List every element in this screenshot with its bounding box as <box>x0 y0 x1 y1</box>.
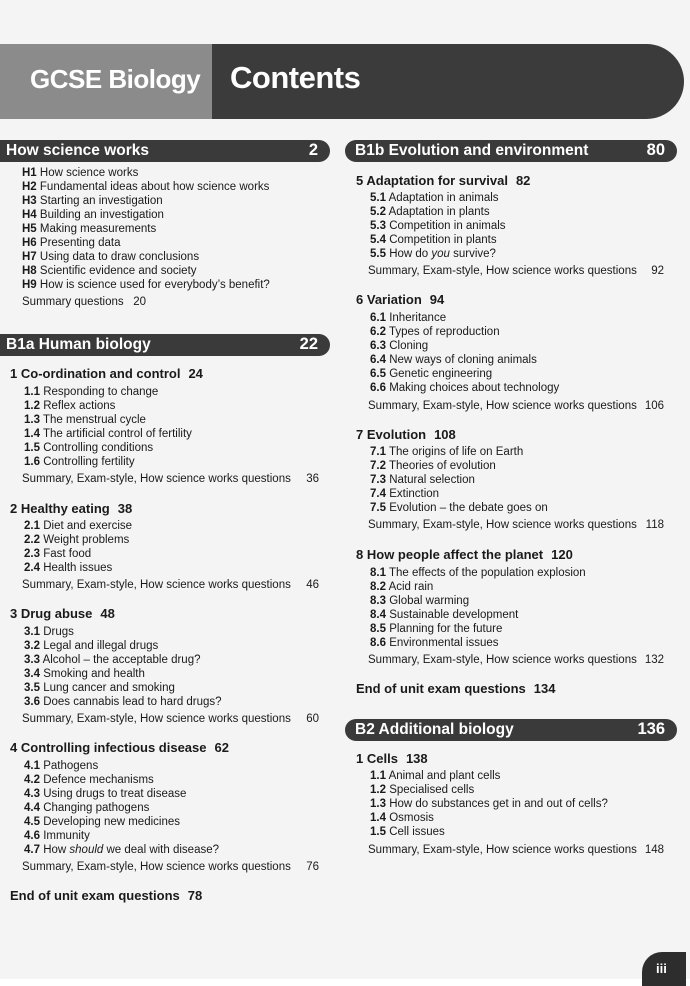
summary-page: 76 <box>306 861 319 873</box>
section-page: 80 <box>646 141 665 159</box>
item-number: 3.6 <box>24 696 40 708</box>
chapter-title: Co-ordination and control <box>20 366 181 381</box>
chapter-item <box>370 381 559 395</box>
item-text: The effects of the population explosion <box>389 567 586 579</box>
chapter-item <box>24 815 180 829</box>
section-bar-b1b <box>345 140 677 162</box>
summary-text: Summary, Exam-style, How science works questions <box>22 473 291 485</box>
chapter-item <box>24 561 112 575</box>
chapter-item <box>24 843 219 857</box>
item-text: Pathogens <box>43 760 99 772</box>
item-number: H7 <box>22 251 37 263</box>
item-text: How science works <box>39 167 139 179</box>
item-number: 5.1 <box>370 192 386 204</box>
chapter-item <box>24 533 129 547</box>
summary-text: Summary, Exam-style, How science works questions <box>368 519 637 531</box>
item-number: 8.6 <box>370 637 386 649</box>
item-number: 7.4 <box>370 488 386 500</box>
chapter-item <box>24 681 175 695</box>
item-number: 3.5 <box>24 682 40 694</box>
end-unit-text: End of unit exam questions <box>356 681 526 696</box>
chapter-summary <box>22 579 319 591</box>
item-text: How do substances get in and out of cells? <box>389 798 608 810</box>
chapter-heading <box>10 501 132 516</box>
chapter-title: Variation <box>366 292 422 307</box>
chapter-item <box>24 773 154 787</box>
chapter-heading <box>10 740 229 755</box>
item-number: 4.5 <box>24 816 40 828</box>
chapter-item <box>24 653 200 667</box>
item-text: Responding to change <box>43 386 159 398</box>
section-bar-how-science-works <box>0 140 330 162</box>
summary-page: 36 <box>306 473 319 485</box>
summary-text: Summary, Exam-style, How science works questions <box>22 713 291 725</box>
section-page: 2 <box>308 141 318 159</box>
chapter-item <box>24 441 153 455</box>
item-number: 8.5 <box>370 623 386 635</box>
item-text: New ways of cloning animals <box>389 354 537 366</box>
chapter-num: 6 <box>356 292 364 307</box>
item-text: Controlling conditions <box>43 442 154 454</box>
item-number: 6.6 <box>370 382 386 394</box>
item-number: 7.1 <box>370 446 386 458</box>
chapter-item <box>24 455 135 469</box>
chapter-summary <box>368 265 664 277</box>
summary-text: Summary, Exam-style, How science works questions <box>368 844 637 856</box>
summary-page: 132 <box>644 654 664 666</box>
chapter-item <box>370 622 502 636</box>
item-number: 1.3 <box>370 798 386 810</box>
item-number: 7.5 <box>370 502 386 514</box>
chapter-item <box>370 191 499 205</box>
chapter-item <box>370 219 506 233</box>
item-number: 5.5 <box>370 248 386 260</box>
item-number: 5.2 <box>370 206 386 218</box>
item-text: Planning for the future <box>389 623 503 635</box>
item-number: 4.1 <box>24 760 40 772</box>
hsw-item <box>22 264 197 278</box>
chapter-title: How people affect the planet <box>366 547 544 562</box>
chapter-num: 8 <box>356 547 364 562</box>
item-text: Inheritance <box>389 312 447 324</box>
chapter-title: Healthy eating <box>20 501 110 516</box>
chapter-item <box>370 580 433 594</box>
chapter-item <box>370 797 608 811</box>
item-number: 5.4 <box>370 234 386 246</box>
chapter-item <box>370 769 500 783</box>
item-number: 7.2 <box>370 460 386 472</box>
item-text: Defence mechanisms <box>43 774 154 786</box>
end-unit-b1b <box>356 681 555 696</box>
chapter-title: Adaptation for survival <box>366 173 508 188</box>
item-text: Building an investigation <box>39 209 164 221</box>
item-text: Fundamental ideas about how science works <box>39 181 270 193</box>
item-text: Diet and exercise <box>43 520 133 532</box>
end-unit-b1a <box>10 888 202 903</box>
chapter-heading <box>356 292 444 307</box>
item-number: 6.1 <box>370 312 386 324</box>
summary-page: 20 <box>133 296 147 308</box>
chapter-page: 120 <box>551 547 573 562</box>
chapter-item <box>24 519 132 533</box>
chapter-num: 1 <box>10 366 18 381</box>
item-number: 2.3 <box>24 548 40 560</box>
item-number: 8.4 <box>370 609 386 621</box>
hsw-item <box>22 236 120 250</box>
chapter-title: Evolution <box>366 427 427 442</box>
item-number: 5.3 <box>370 220 386 232</box>
item-text: Competition in plants <box>389 234 497 246</box>
chapter-heading <box>356 547 573 562</box>
chapter-item <box>370 459 496 473</box>
chapter-item <box>24 787 186 801</box>
chapter-item <box>24 759 98 773</box>
item-text: How do you survive? <box>389 248 496 260</box>
chapter-num: 7 <box>356 427 364 442</box>
summary-text: Summary questions <box>22 296 124 308</box>
item-number: H8 <box>22 265 37 277</box>
item-text: Cloning <box>389 340 429 352</box>
chapter-item <box>24 625 74 639</box>
item-text: Genetic engineering <box>389 368 493 380</box>
item-text: Fast food <box>43 548 92 560</box>
summary-page: 148 <box>644 844 664 856</box>
item-text: How is science used for everybody’s benefit? <box>39 279 270 291</box>
hsw-item <box>22 222 156 236</box>
section-bar-b1a <box>0 334 330 356</box>
item-number: 1.5 <box>24 442 40 454</box>
chapter-item <box>370 353 537 367</box>
hsw-item <box>22 208 164 222</box>
hsw-item <box>22 250 199 264</box>
chapter-item <box>370 473 475 487</box>
chapter-title: Controlling infectious disease <box>20 740 207 755</box>
chapter-item <box>370 487 439 501</box>
item-text: Theories of evolution <box>389 460 496 472</box>
item-text: Acid rain <box>388 581 434 593</box>
item-number: 2.2 <box>24 534 40 546</box>
item-number: 6.3 <box>370 340 386 352</box>
item-number: 1.4 <box>24 428 40 440</box>
chapter-item <box>24 829 90 843</box>
item-text: Using data to draw conclusions <box>39 251 200 263</box>
item-text: Evolution – the debate goes on <box>389 502 548 514</box>
summary-page: 46 <box>306 579 319 591</box>
chapter-heading <box>10 606 115 621</box>
section-title: B1b Evolution and environment <box>355 142 589 159</box>
item-text: Using drugs to treat disease <box>43 788 187 800</box>
item-number: 3.2 <box>24 640 40 652</box>
item-text: Competition in animals <box>389 220 506 232</box>
chapter-title: Drug abuse <box>20 606 93 621</box>
chapter-item <box>370 636 499 650</box>
item-text: Adaptation in animals <box>388 192 499 204</box>
item-number: 1.2 <box>24 400 40 412</box>
chapter-num: 3 <box>10 606 18 621</box>
item-number: 8.3 <box>370 595 386 607</box>
item-text: Making choices about technology <box>389 382 560 394</box>
item-number: 3.3 <box>24 654 40 666</box>
item-number: 3.4 <box>24 668 40 680</box>
end-unit-page: 78 <box>187 888 203 903</box>
chapter-summary <box>22 861 319 873</box>
section-title: B1a Human biology <box>6 336 151 353</box>
summary-text: Summary, Exam-style, How science works questions <box>368 654 637 666</box>
summary-page: 106 <box>644 400 664 412</box>
chapter-item <box>370 247 496 261</box>
item-text: Smoking and health <box>43 668 145 680</box>
item-text: The menstrual cycle <box>43 414 146 426</box>
page-number-tab <box>642 952 686 986</box>
chapter-item <box>370 783 474 797</box>
item-text: Osmosis <box>389 812 434 824</box>
chapter-item <box>370 325 500 339</box>
item-number: H9 <box>22 279 37 291</box>
hsw-item <box>22 166 138 180</box>
chapter-page: 24 <box>188 366 203 381</box>
item-number: 3.1 <box>24 626 40 638</box>
hsw-item <box>22 180 269 194</box>
item-text: Specialised cells <box>389 784 475 796</box>
item-number: 2.1 <box>24 520 40 532</box>
chapter-item <box>370 339 428 353</box>
chapter-summary <box>22 713 319 725</box>
chapter-summary <box>368 519 664 531</box>
chapter-item <box>370 811 434 825</box>
chapter-item <box>24 547 91 561</box>
item-number: 1.1 <box>24 386 40 398</box>
section-page: 136 <box>637 720 665 738</box>
item-text: Natural selection <box>389 474 475 486</box>
item-text: Animal and plant cells <box>388 770 501 782</box>
chapter-heading <box>356 751 428 766</box>
page-number: iii <box>656 961 667 976</box>
chapter-page: 38 <box>117 501 133 516</box>
summary-text: Summary, Exam-style, How science works questions <box>368 400 637 412</box>
item-text: Scientific evidence and society <box>39 265 197 277</box>
summary-page: 118 <box>645 519 664 531</box>
item-number: H3 <box>22 195 37 207</box>
item-text: The origins of life on Earth <box>389 446 524 458</box>
item-number: H4 <box>22 209 37 221</box>
item-number: 2.4 <box>24 562 40 574</box>
item-number: 1.1 <box>370 770 386 782</box>
chapter-item <box>370 233 497 247</box>
item-number: H6 <box>22 237 37 249</box>
chapter-item <box>24 639 158 653</box>
item-number: H1 <box>22 167 37 179</box>
chapter-page: 94 <box>429 292 445 307</box>
item-text: Changing pathogens <box>43 802 150 814</box>
chapter-page: 62 <box>214 740 229 755</box>
item-number: 4.6 <box>24 830 40 842</box>
item-text: Health issues <box>43 562 113 574</box>
summary-text: Summary, Exam-style, How science works questions <box>368 265 637 277</box>
item-number: H5 <box>22 223 37 235</box>
chapter-item <box>24 427 192 441</box>
item-number: 6.2 <box>370 326 386 338</box>
chapter-item <box>370 205 490 219</box>
item-text: How should we deal with disease? <box>43 844 220 856</box>
summary-text: Summary, Exam-style, How science works questions <box>22 579 291 591</box>
item-number: 8.2 <box>370 581 386 593</box>
item-number: 1.2 <box>370 784 386 796</box>
chapter-title: Cells <box>366 751 398 766</box>
chapter-item <box>24 399 115 413</box>
item-number: 1.4 <box>370 812 386 824</box>
chapter-item <box>370 445 523 459</box>
chapter-heading <box>356 173 530 188</box>
item-text: The artificial control of fertility <box>43 428 192 440</box>
item-text: Weight problems <box>43 534 130 546</box>
item-number: H2 <box>22 181 37 193</box>
section-title: B2 Additional biology <box>355 721 514 738</box>
item-text: Immunity <box>43 830 90 842</box>
item-number: 7.3 <box>370 474 386 486</box>
item-number: 4.7 <box>24 844 40 856</box>
hsw-item <box>22 278 270 292</box>
chapter-num: 2 <box>10 501 18 516</box>
hsw-summary <box>22 296 146 308</box>
item-text: Cell issues <box>389 826 445 838</box>
chapter-summary <box>22 473 319 485</box>
chapter-heading <box>10 366 203 381</box>
chapter-summary <box>368 400 664 412</box>
chapter-heading <box>356 427 456 442</box>
item-number: 8.1 <box>370 567 386 579</box>
item-text: Lung cancer and smoking <box>43 682 175 694</box>
item-number: 4.3 <box>24 788 40 800</box>
item-number: 4.2 <box>24 774 40 786</box>
item-text: Drugs <box>43 626 74 638</box>
section-bar-b2 <box>345 719 677 741</box>
item-text: Making measurements <box>39 223 157 235</box>
chapter-page: 108 <box>434 427 456 442</box>
item-number: 6.4 <box>370 354 386 366</box>
item-number: 6.5 <box>370 368 386 380</box>
summary-page: 92 <box>651 265 664 277</box>
item-text: Extinction <box>389 488 440 500</box>
item-text: Adaptation in plants <box>388 206 490 218</box>
chapter-page: 138 <box>405 751 428 766</box>
item-number: 1.5 <box>370 826 386 838</box>
item-text: Reflex actions <box>43 400 116 412</box>
chapter-item <box>370 825 445 839</box>
summary-page: 60 <box>306 713 319 725</box>
chapter-item <box>24 695 222 709</box>
item-number: 4.4 <box>24 802 40 814</box>
summary-text: Summary, Exam-style, How science works questions <box>22 861 291 873</box>
item-text: Developing new medicines <box>43 816 181 828</box>
item-text: Starting an investigation <box>39 195 163 207</box>
item-number: 1.3 <box>24 414 40 426</box>
item-text: Controlling fertility <box>43 456 135 468</box>
chapter-item <box>370 594 469 608</box>
chapter-item <box>370 367 492 381</box>
item-text: Global warming <box>389 595 470 607</box>
chapter-item <box>24 801 149 815</box>
chapter-page: 48 <box>100 606 115 621</box>
page-title: Contents <box>230 60 361 95</box>
chapter-item <box>370 501 548 515</box>
chapter-summary <box>368 654 664 666</box>
end-unit-text: End of unit exam questions <box>10 888 180 903</box>
section-title: How science works <box>6 142 150 159</box>
item-text: Sustainable development <box>389 609 519 621</box>
chapter-item <box>24 413 146 427</box>
hsw-item <box>22 194 163 208</box>
chapter-summary <box>368 844 664 856</box>
item-text: Types of reproduction <box>389 326 500 338</box>
end-unit-page: 134 <box>533 681 556 696</box>
chapter-num: 4 <box>10 740 18 755</box>
item-number: 1.6 <box>24 456 40 468</box>
item-text: Does cannabis lead to hard drugs? <box>43 696 222 708</box>
item-text: Alcohol – the acceptable drug? <box>42 654 201 666</box>
item-text: Legal and illegal drugs <box>43 640 159 652</box>
chapter-item <box>24 667 145 681</box>
item-text: Presenting data <box>39 237 121 249</box>
chapter-item <box>370 566 586 580</box>
chapter-item <box>370 608 518 622</box>
chapter-num: 5 <box>356 173 364 188</box>
item-text: Environmental issues <box>389 637 499 649</box>
chapter-page: 82 <box>515 173 531 188</box>
chapter-item <box>24 385 158 399</box>
subject-title: GCSE Biology <box>30 64 201 94</box>
chapter-num: 1 <box>356 751 364 766</box>
section-page: 22 <box>299 335 318 353</box>
chapter-item <box>370 311 446 325</box>
